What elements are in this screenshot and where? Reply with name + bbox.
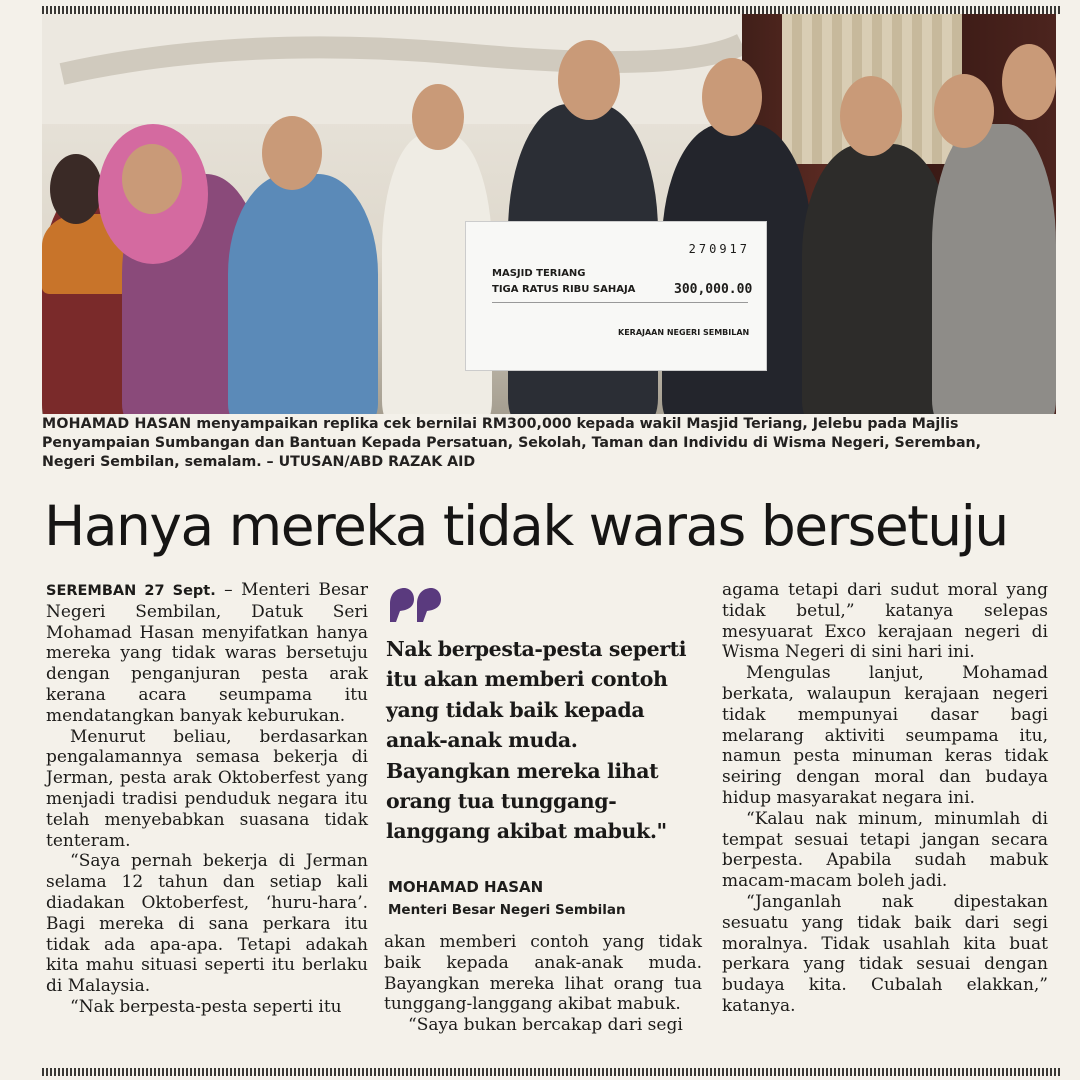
person-head — [1002, 44, 1056, 120]
article-paragraph: “Kalau nak minum, minumlah di tempat sesuai tetapi jangan secara berpesta. Apabila sudah mabuk macam-macam boleh jadi. — [722, 808, 1048, 892]
quote-author-title: Menteri Besar Negeri Sembilan — [388, 902, 626, 918]
caption-text: menyampaikan replika cek bernilai RM300,000 kepada wakil Masjid Teriang, Jelebu pada Majlis Penyampaian Sumbangan dan Bantuan Kepada Persatuan, Sekolah, Taman dan Individu di Wisma Negeri, Seremban, Negeri Sembilan, semalam. – UTUSAN/ABD RAZAK AID — [42, 416, 982, 470]
pull-quote: Nak berpesta-pesta seperti itu akan memberi contoh yang tidak baik kepada anak-anak muda. Bayangkan mereka lihat orang tua tunggang-langgang akibat mabuk." — [386, 637, 687, 844]
person-head — [262, 116, 322, 190]
cheque-payee: MASJID TERIANG — [492, 268, 586, 279]
cheque-amount: 300,000.00 — [674, 282, 753, 297]
cheque-issuer: KERAJAAN NEGERI SEMBILAN — [618, 328, 750, 337]
person-silhouette — [802, 144, 952, 414]
dateline: SEREMBAN 27 Sept. — [46, 583, 216, 599]
quote-icon — [388, 586, 442, 624]
article-column-3 — [722, 580, 1048, 1017]
article-paragraph: “Janganlah nak dipestakan sesuatu yang tidak baik dari segi moralnya. Tidak usahlah kita buat perkara yang tidak sesuai dengan budaya kita. Cubalah elakkan,” katanya. — [722, 891, 1048, 1016]
article-column-2 — [384, 932, 702, 1036]
quote-author: MOHAMAD HASAN — [388, 878, 544, 896]
bottom-border — [42, 1068, 1060, 1076]
article-paragraph: Mengulas lanjut, Mohamad berkata, walaupun kerajaan negeri tidak mempunyai dasar bagi melarang aktiviti seumpama itu, namun pesta minuman keras tidak seiring dengan moral dan budaya hidup masyarakat negara ini. — [722, 663, 1048, 808]
news-photo — [42, 14, 1056, 414]
cheque-replica — [466, 222, 766, 370]
article-paragraph: agama tetapi dari sudut moral yang tidak betul,” katanya selepas mesyuarat Exco kerajaan negeri di Wisma Negeri di sini hari ini. — [722, 580, 1048, 663]
article-paragraph — [46, 580, 368, 727]
person-head — [50, 154, 102, 224]
person-silhouette — [932, 124, 1056, 414]
photo-caption — [42, 415, 1032, 472]
article-column-1 — [46, 580, 368, 1018]
cheque-amount-words: TIGA RATUS RIBU SAHAJA — [492, 284, 636, 295]
cheque-line — [492, 302, 748, 303]
top-border — [42, 6, 1060, 14]
caption-name: MOHAMAD HASAN — [42, 416, 192, 432]
article-paragraph: “Nak berpesta-pesta seperti itu — [70, 996, 342, 1017]
article-paragraph: akan memberi contoh yang tidak baik kepada anak-anak muda. Bayangkan mereka lihat orang tua tunggang-langgang akibat mabuk. — [384, 932, 702, 1015]
person-head — [840, 76, 902, 156]
person-silhouette — [228, 174, 378, 414]
photo-backdrop-banner — [42, 14, 742, 124]
person-head — [412, 84, 464, 150]
article-paragraph: “Saya pernah bekerja di Jerman selama 12 tahun dan setiap kali diadakan Oktoberfest, ‘huru-hara’. Bagi mereka di sana perkara itu tidak ada apa-apa. Tetapi adakah kita mahu situasi seperti itu berlaku di Malaysia. — [46, 851, 368, 997]
article-paragraph: “Saya bukan bercakap dari segi — [408, 1015, 683, 1036]
headline: Hanya mereka tidak waras bersetuju — [44, 494, 1008, 558]
paragraph-text: – Menteri Besar Negeri Sembilan, Datuk Seri Mohamad Hasan menyifatkan hanya mereka yang tidak waras bersetuju dengan penganjuran pesta arak kerana acara seumpama itu mendatangkan banyak keburukan. — [46, 580, 368, 726]
person-head — [934, 74, 994, 148]
person-head — [558, 40, 620, 120]
article-paragraph: Menurut beliau, berdasarkan pengalamannya semasa bekerja di Jerman, pesta arak Oktoberfest yang menjadi tradisi penduduk negara itu telah menyebabkan suasana tidak tenteram. — [46, 726, 368, 851]
cheque-number: 270917 — [688, 242, 750, 256]
person-head — [122, 144, 182, 214]
person-head — [702, 58, 762, 136]
